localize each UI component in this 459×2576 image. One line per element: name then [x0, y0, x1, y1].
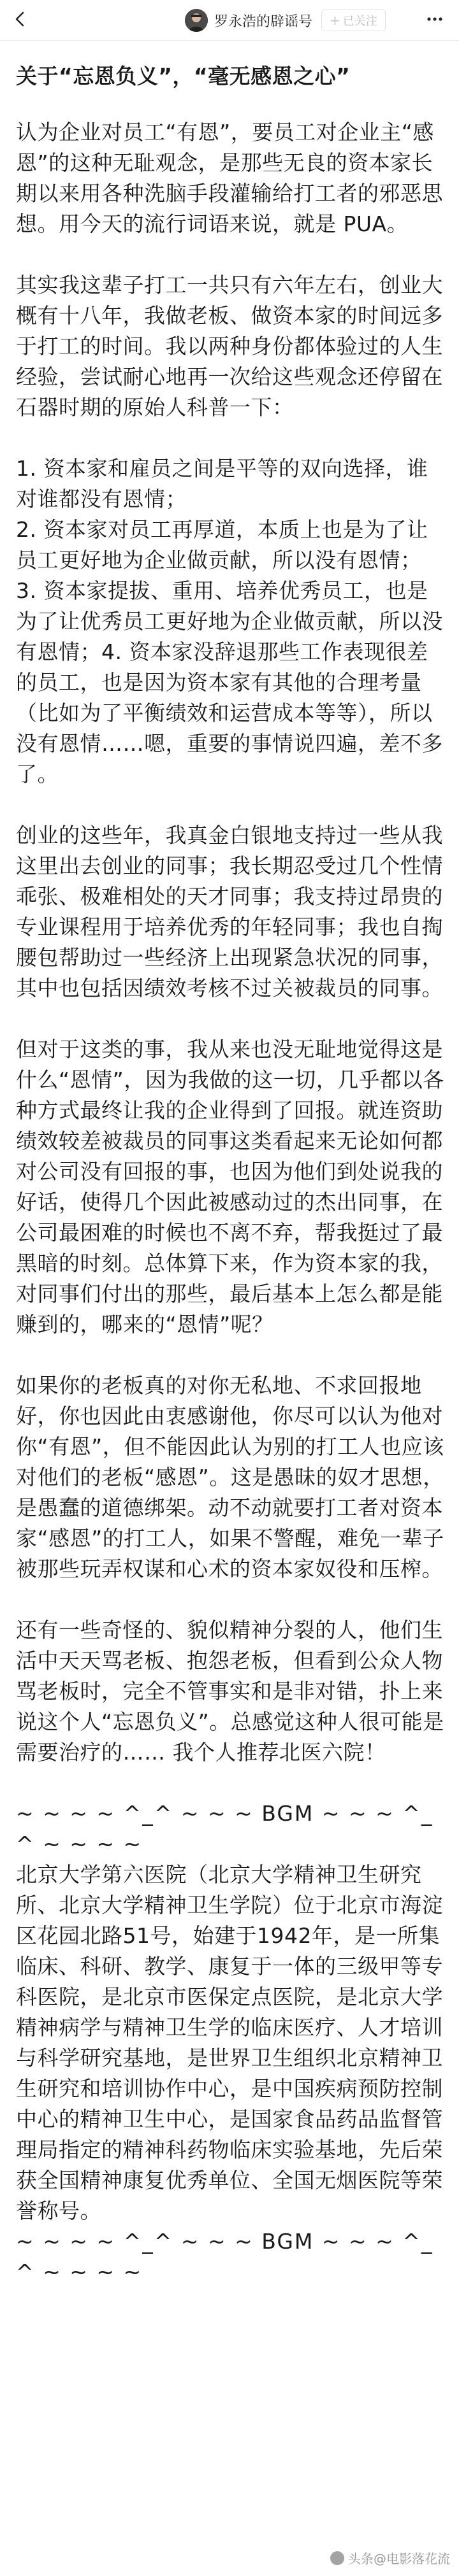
paragraph-boss: 如果你的老板真的对你无私地、不求回报地好，你也因此由衷感谢他，你尽可以认为他对你“有恩”，但不能因此认为别的打工人也应该对他们的老板“感恩”。这是愚昧的奴才思想，是愚蠢的道德绑架。动不动就要打工者对资本家“感恩”的打工人，如果不警醒，难免一辈子被那些玩弄权谋和心术的资本家奴役和压榨。	[16, 1373, 444, 1581]
paragraph-startup: 创业的这些年，我真金白银地支持过一些从我这里出去创业的同事；我长期忍受过几个性情乖张、极难相处的天才同事；我支持过昂贵的专业课程用于培养优秀的年轻同事；我也自掏腰包帮助过一些经济上出现紧急状况的同事，其中也包括因绩效考核不过关被裁员的同事。	[16, 823, 443, 1000]
avatar-portrait-icon	[185, 9, 208, 32]
follow-button-label: 已关注	[342, 15, 377, 28]
follow-button[interactable]	[321, 10, 386, 31]
watermark-text: 头条@电影落花流	[348, 2551, 450, 2566]
bgm-divider-top: ~ ~ ~ ~ ^_^ ~ ~ ~ BGM ~ ~ ~ ^_^ ~ ~ ~ ~	[16, 1801, 433, 1856]
paragraph-no-grace: 但对于这类的事，我从来也没无耻地觉得这是什么“恩情”，因为我做的这一切，几乎都以各种方式最终让我的企业得到了回报。就连资助绩效较差被裁员的同事这类看起来无论如何都对公司没有回报的事，也因为他们到处说我的好话，使得几个因此被感动过的杰出同事，在公司最困难的时候也不离不弃，帮我挺过了最黑暗的时刻。总体算下来，作为资本家的我，对同事们付出的那些，最后基本上怎么都是能赚到的，哪来的“恩情”呢？	[16, 1037, 444, 1337]
more-dots-icon	[426, 10, 444, 28]
top-navigation-bar	[0, 0, 459, 41]
author-info[interactable]	[185, 6, 386, 34]
back-button[interactable]	[6, 5, 34, 33]
watermark-logo-icon	[330, 2551, 344, 2565]
article-body	[16, 61, 447, 2288]
author-name[interactable]: 罗永浩的辟谣号	[214, 13, 313, 30]
avatar[interactable]	[185, 9, 208, 32]
article-title: 关于“忘恩负义”，“毫无感恩之心”	[16, 64, 351, 89]
bgm-divider-bottom: ~ ~ ~ ~ ^_^ ~ ~ ~ BGM ~ ~ ~ ^_^ ~ ~ ~ ~	[16, 2229, 433, 2284]
paragraph-pua: 认为企业对员工“有恩”，要员工对企业主“感恩”的这种无耻观念，是那些无良的资本家长期以来用各种洗脑手段灌输给打工者的邪恶思想。用今天的流行词语来说，就是 PUA。	[16, 120, 443, 236]
paragraph-strange-people: 还有一些奇怪的、貌似精神分裂的人，他们生活中天天骂老板、抱怨老板，但看到公众人物骂老板时，完全不管事实和是非对错，扑上来说这个人“忘恩负义”。总感觉这种人很可能是需要治疗的…… 我个人推荐北医六院！	[16, 1618, 444, 1765]
paragraph-hospital: 北京大学第六医院（北京大学精神卫生研究所、北京大学精神卫生学院）位于北京市海淀区花园北路51号，始建于1942年，是一所集临床、科研、教学、康复于一体的三级甲等专科医院，是北京市医保定点医院，是北京大学精神病学与精神卫生学的临床医疗、人才培训与科学研究基地，是世界卫生组织北京精神卫生研究和培训协作中心，是中国疾病预防控制中心的精神卫生中心，是国家食品药品监督管理局指定的精神科药物临床实验基地，先后荣获全国精神康复优秀单位、全国无烟医院等荣誉称号。	[16, 1862, 443, 2223]
more-options-button[interactable]	[421, 5, 449, 33]
back-arrow-icon	[11, 10, 29, 28]
paragraph-list: 1. 资本家和雇员之间是平等的双向选择，谁对谁都没有恩情； 2. 资本家对员工再厚道，本质上也是为了让员工更好地为企业做贡献，所以没有恩情； 3. 资本家提拔、重用、培养优秀员工，也是为了让优秀员工更好地为企业做贡献，所以没有恩情；4. 资本家没辞退那些工作表现很差的员工，也是因为资本家有其他的合理考量（比如为了平衡绩效和运营成本等等），所以没有恩情……嗯，重要的事情说四遍，差不多了。	[16, 456, 443, 786]
watermark	[330, 2549, 450, 2567]
plus-icon: +	[330, 13, 340, 28]
paragraph-experience: 其实我这辈子打工一共只有六年左右，创业大概有十八年，我做老板、做资本家的时间远多于打工的时间。我以两种身份都体验过的人生经验，尝试耐心地再一次给这些观念还停留在石器时期的原始人科普一下：	[16, 273, 443, 420]
